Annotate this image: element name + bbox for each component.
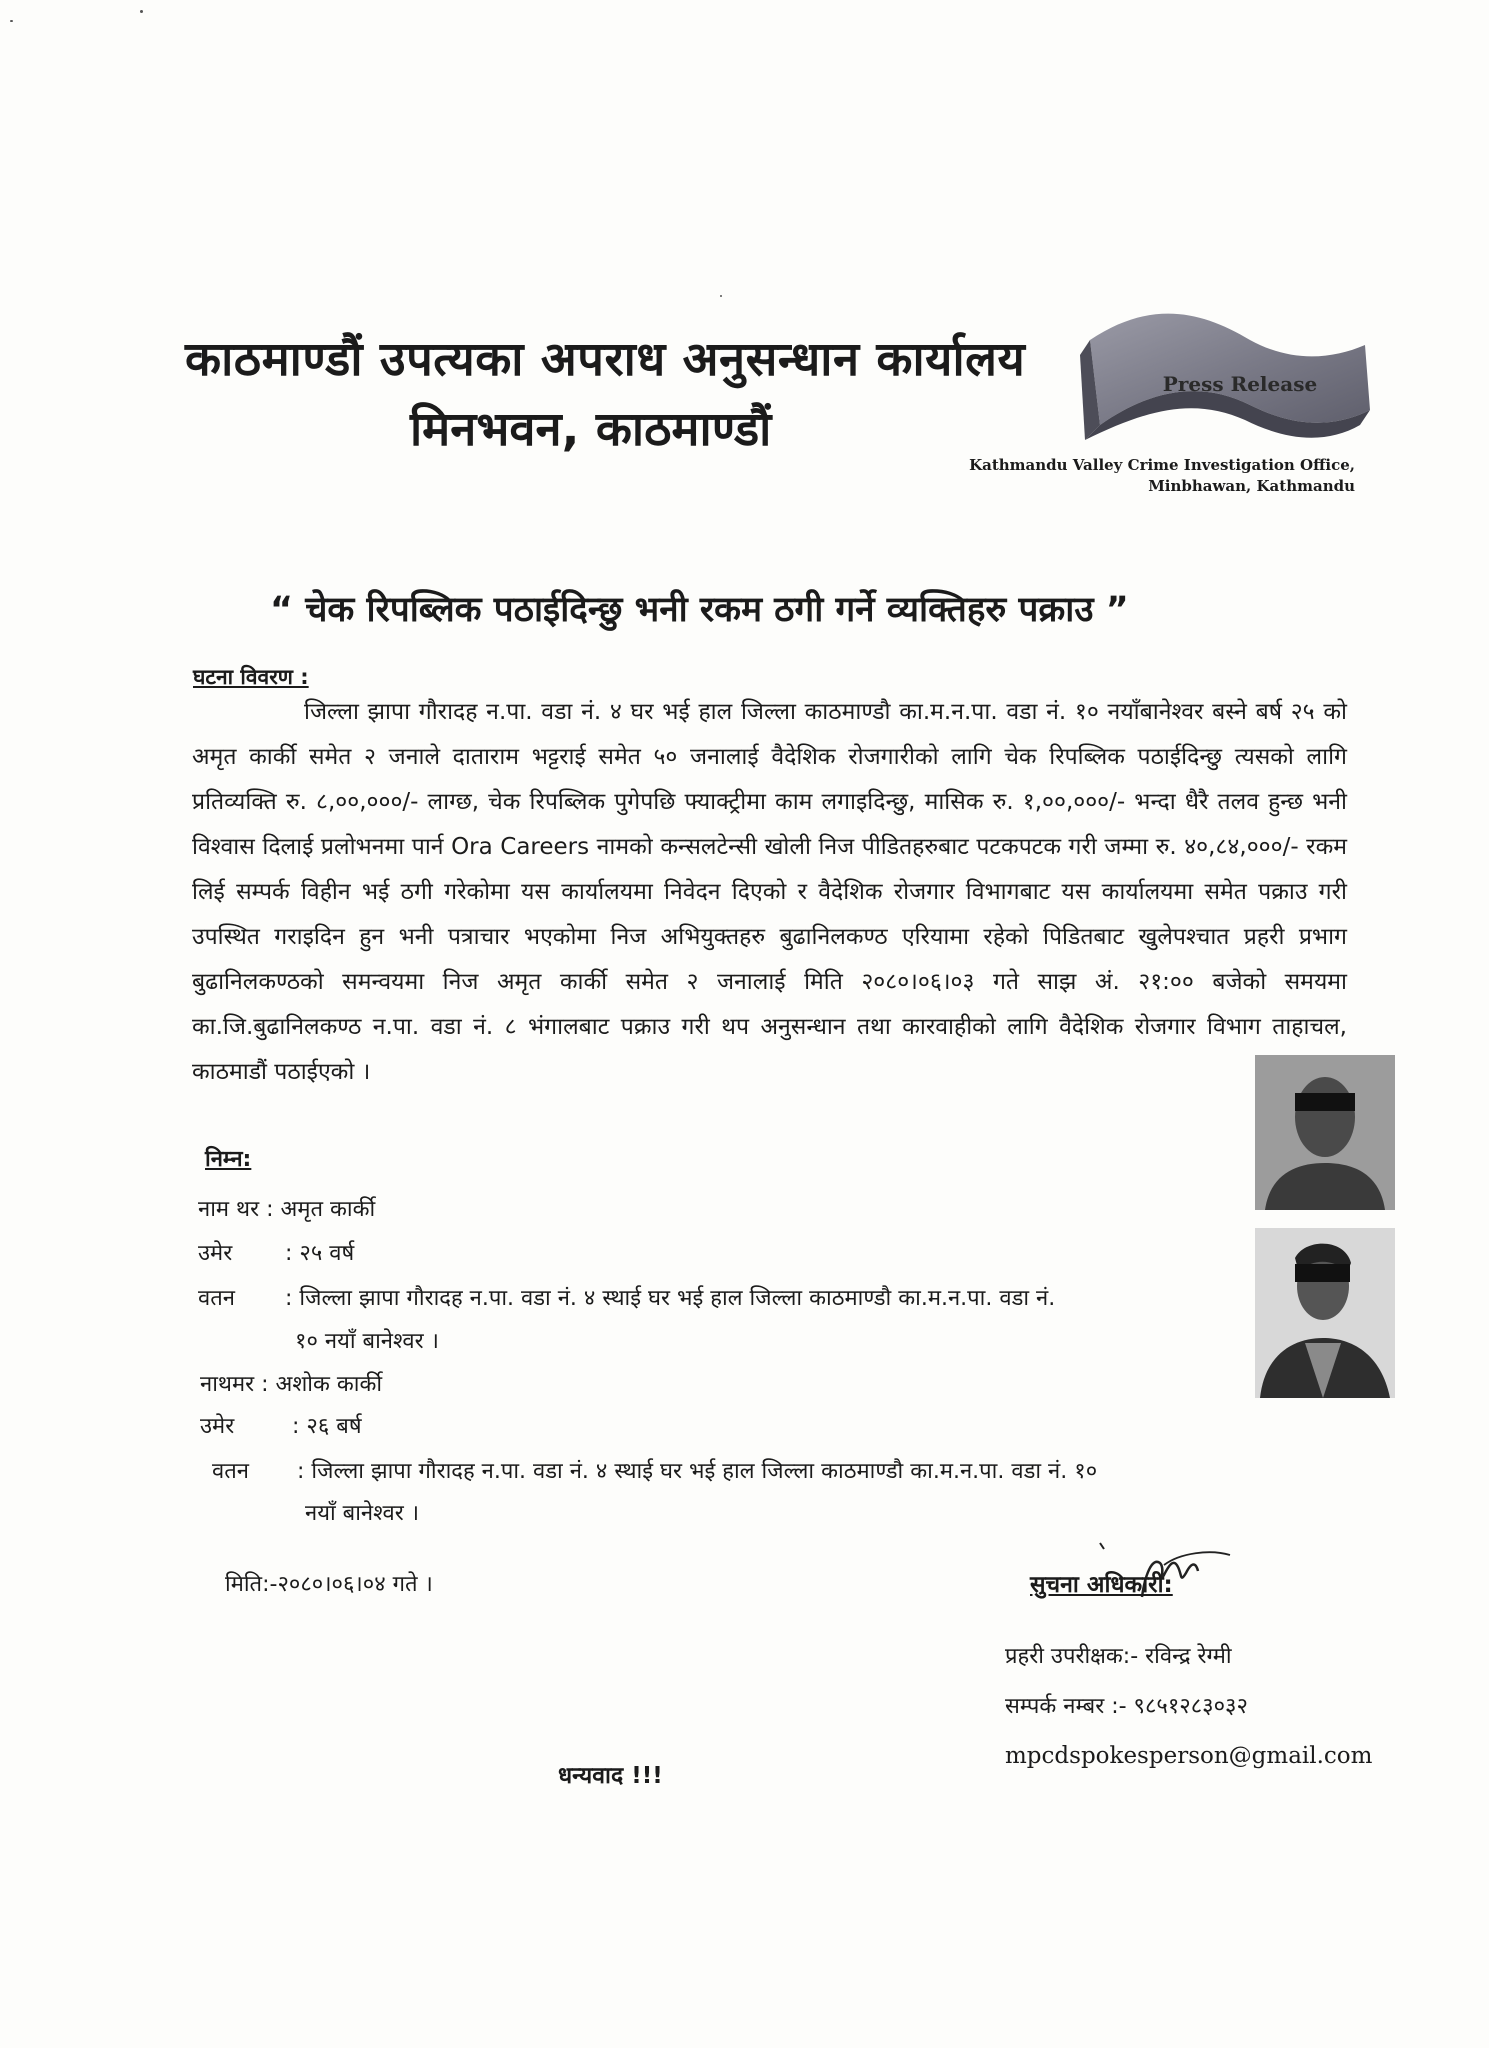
person1-address-line2: १० नयाँ बानेश्वर । xyxy=(295,1329,439,1354)
release-date: मिति:-२०८०।०६।०४ गते । xyxy=(225,1572,433,1597)
person2-age: २६ बर्ष xyxy=(306,1414,362,1439)
office-name-en xyxy=(960,455,1355,497)
incident-text: जिल्ला झापा गौरादह न.पा. वडा नं. ४ घर भई हाल जिल्ला काठमाण्डौ का.म.न.पा. वडा नं. १० नयाँबानेश्वर बस्ने बर्ष २५ को अमृत कार्की समेत २ जनाले दाताराम भट्टराई समेत ५० जनालाई वैदेशिक रोजगारीको लागि चेक रिपब्लिक पठाईदिन्छु त्यसको लागि प्रतिव्यक्ति रु. ८,००,०००/- लाग्छ, चेक रिपब्लिक पुगेपछि फ्याक्ट्रीमा काम लगाइदिन्छु, मासिक रु. १,००,०००/- भन्दा धैरै तलव हुन्छ भनी विश्वास दिलाई प्रलोभनमा पार्न Ora Careers नामको कन्सलटेन्सी खोली निज पीडितहरुबाट पटकपटक गरी जम्मा रु. ४०,८४,०००/- रकम लिई सम्पर्क विहीन भई ठगी गरेकोमा यस कार्यालयमा निवेदन दिएको र वैदेशिक रोजगार विभागबाट यस कार्यालयमा समेत पक्राउ गरी उपस्थित गराइदिन हुन भनी पत्राचार भएकोमा निज अभियुक्तहरु बुढानिलकण्ठ एरियामा रहेको पिडितबाट खुलेपश्चात प्रहरी प्रभाग बुढानिलकण्ठको समन्वयमा निज अमृत कार्की समेत २ जनालाई मिति २०८०।०६।०३ गते साझ अं. २१:०० बजेको समयमा का.जि.बुढानिलकण्ठ न.पा. वडा नं. ८ भंगालबाट पक्राउ गरी थप अनुसन्धान तथा कारवाहीको लागि वैदेशिक रोजगार विभाग ताहाचल, काठमाडौं पठाईएको । xyxy=(192,699,1347,1085)
address-colon: : xyxy=(285,1286,293,1311)
office-location-np: मिनभवन, काठमाण्डौं xyxy=(410,402,772,457)
incident-heading: घटना विवरण : xyxy=(193,665,309,689)
office-name-en-line: Kathmandu Valley Crime Investigation Office, xyxy=(969,456,1355,474)
person2-name: अशोक कार्की xyxy=(275,1372,383,1397)
scan-speck xyxy=(10,20,13,22)
officer-rank-line: प्रहरी उपरीक्षक:- रविन्द्र रेग्मी xyxy=(1005,1644,1232,1669)
officer-email: mpcdspokesperson@gmail.com xyxy=(1005,1743,1373,1769)
name-label: नाम थर : xyxy=(198,1197,274,1222)
information-officer-title: सुचना अधिकारी: xyxy=(1030,1572,1173,1598)
person1-name: अमृत कार्की xyxy=(280,1197,376,1222)
person1-age: २५ वर्ष xyxy=(299,1241,355,1266)
age-colon: : xyxy=(285,1241,293,1266)
age-colon: : xyxy=(292,1414,300,1439)
address-colon: : xyxy=(297,1459,305,1484)
person2-address-line2: नयाँ बानेश्वर । xyxy=(305,1501,420,1526)
person2-age-row xyxy=(200,1410,362,1440)
press-headline: “ चेक रिपब्लिक पठाईदिन्छु भनी रकम ठगी गर्ने व्यक्तिहरु पक्राउ ” xyxy=(270,590,1129,630)
suspect-photo-2 xyxy=(1255,1228,1395,1398)
person1-age-row xyxy=(198,1237,354,1267)
person2-address-line1: जिल्ला झापा गौरादह न.पा. वडा नं. ४ स्थाई घर भई हाल जिल्ला काठमाण्डौ का.म.न.पा. वडा नं. १० xyxy=(311,1459,1098,1484)
person1-address-line1: जिल्ला झापा गौरादह न.पा. वडा नं. ४ स्थाई घर भई हाल जिल्ला काठमाण्डौ का.म.न.पा. वडा नं. xyxy=(299,1286,1056,1311)
closing-thanks: धन्यवाद !!! xyxy=(558,1763,663,1789)
person-photo-icon xyxy=(1255,1228,1395,1398)
press-release-banner xyxy=(1080,300,1380,460)
officer-phone-line: सम्पर्क नम्बर :- ९८५१२८३०३२ xyxy=(1005,1694,1248,1719)
person2-address-row xyxy=(212,1455,1097,1485)
person1-name-row xyxy=(198,1193,375,1223)
suspect-photo-1 xyxy=(1255,1055,1395,1210)
address-label: वतन xyxy=(212,1459,249,1484)
scan-speck xyxy=(720,295,722,297)
office-name-np: काठमाण्डौं उपत्यका अपराध अनुसन्धान कार्यालय xyxy=(185,332,1026,387)
person1-address-row xyxy=(198,1282,1055,1312)
banner-label: Press Release xyxy=(1162,372,1318,396)
office-location-en-line: Minbhawan, Kathmandu xyxy=(1148,477,1355,495)
incident-body xyxy=(192,690,1347,1095)
person2-name-row xyxy=(200,1368,382,1398)
suspects-heading: निम्न: xyxy=(205,1147,252,1172)
address-label: वतन xyxy=(198,1286,235,1311)
age-label: उमेर xyxy=(198,1241,233,1266)
age-label: उमेर xyxy=(200,1414,235,1439)
scan-speck xyxy=(140,10,143,13)
name-label: नाथमर : xyxy=(200,1372,269,1397)
person-photo-icon xyxy=(1255,1055,1395,1210)
